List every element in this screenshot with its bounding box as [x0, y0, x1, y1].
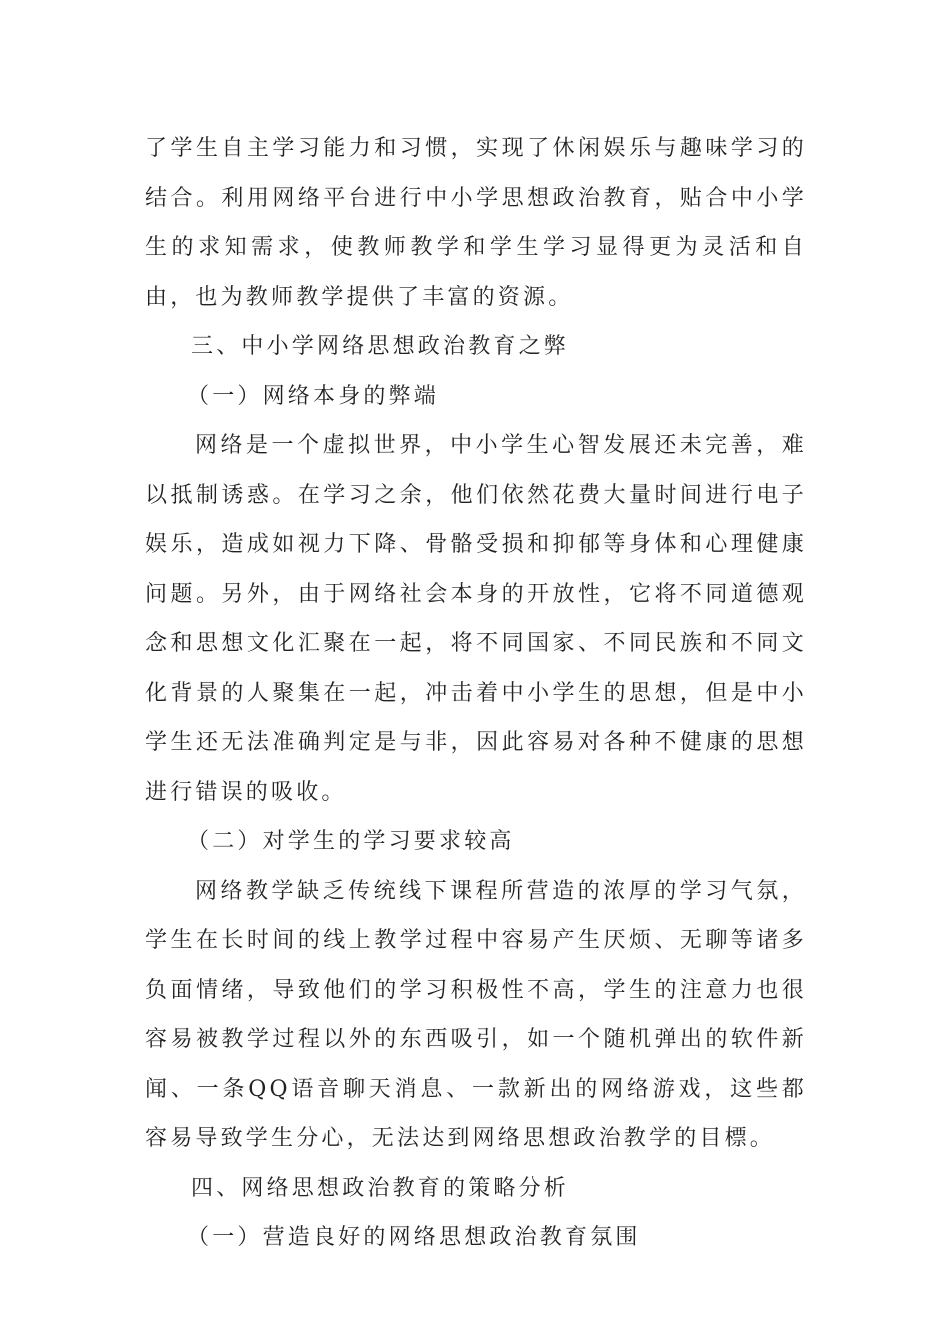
section-heading-4: 四、网络思想政治教育的策略分析: [191, 1175, 570, 1201]
subsection-heading-3-2: （二）对学生的学习要求较高: [187, 829, 515, 854]
document-body: [145, 124, 807, 1263]
subsection-heading-4-1: （一）营造良好的网络思想政治教育氛围: [187, 1225, 641, 1250]
paragraph-network-drawbacks: 网络是一个虚拟世界，中小学生心智发展还未完善，难以抵制诱惑。在学习之余，他们依然花费大量时间进行电子娱乐，造成如视力下降、骨骼受损和抑郁等身体和心理健康问题。另外，由于网络社会本身的开放性，它将不同道德观念和思想文化汇聚在一起，将不同国家、不同民族和不同文化背景的人聚集在一起，冲击着中小学生的思想，但是中小学生还无法准确判定是与非，因此容易对各种不健康的思想进行错误的吸收。: [145, 433, 807, 805]
section-heading-3: 三、中小学网络思想政治教育之弊: [191, 334, 570, 359]
paragraph-intro-continuation: 了学生自主学习能力和习惯，实现了休闲娱乐与趣味学习的结合。利用网络平台进行中小学思想政治教育，贴合中小学生的求知需求，使教师教学和学生学习显得更为灵活和自由，也为教师教学提供了丰富的资源。: [145, 136, 807, 310]
paragraph-learning-requirements: 网络教学缺乏传统线下课程所营造的浓厚的学习气氛，学生在长时间的线上教学过程中容易产生厌烦、无聊等诸多负面情绪，导致他们的学习积极性不高，学生的注意力也很容易被教学过程以外的东西吸引，如一个随机弹出的软件新闻、一条QQ语音聊天消息、一款新出的网络游戏，这些都容易导致学生分心，无法达到网络思想政治教学的目標。: [145, 878, 807, 1151]
subsection-heading-3-1: （一）网络本身的弊端: [187, 383, 440, 409]
